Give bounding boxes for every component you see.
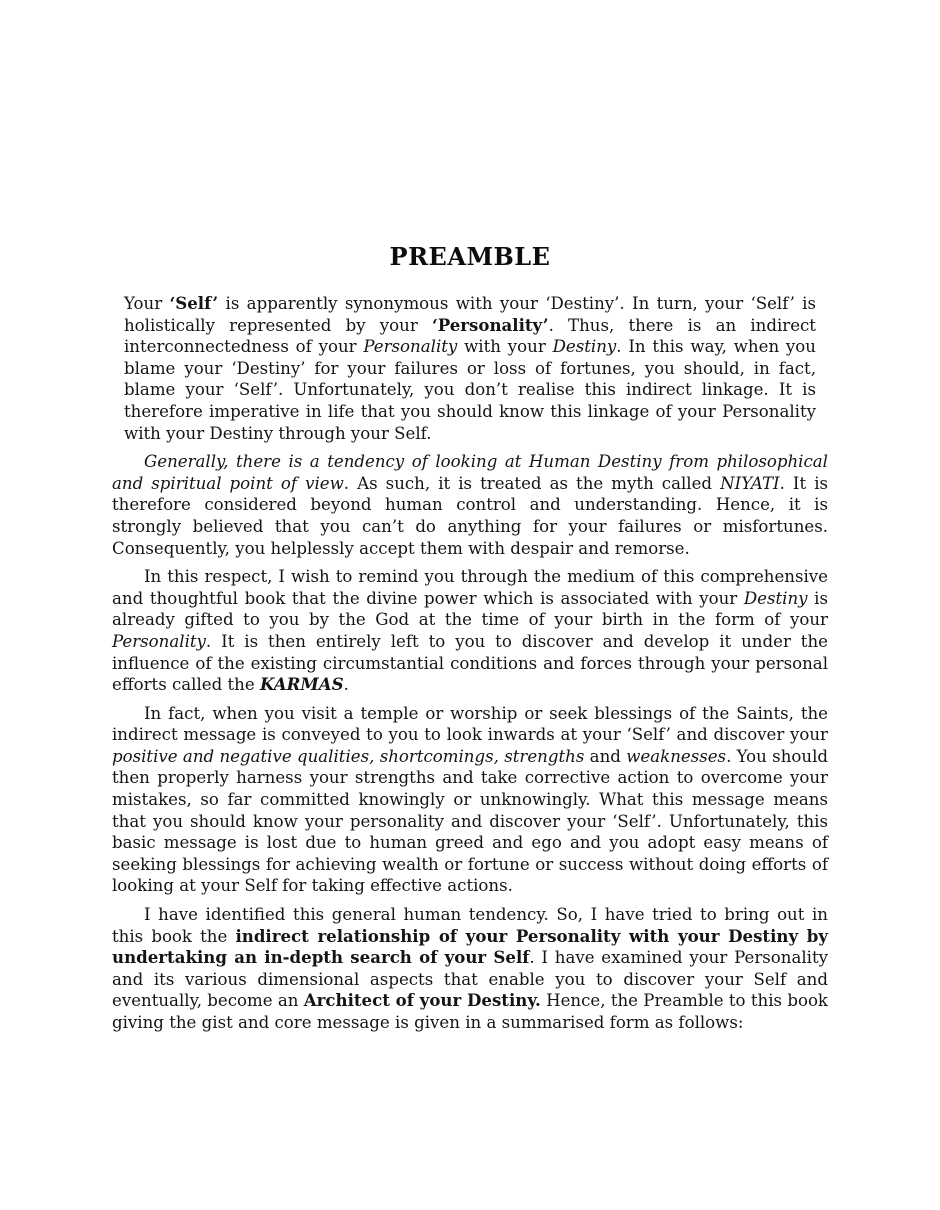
text-segment: . It is therefore considered beyond human control and understanding. Hence, it is strongly believed that you can’t do anything for your failures or misfortunes. Consequently, you helplessly accept them with despair and remorse. <box>112 473 829 558</box>
text-segment: . As such, it is treated as the myth called <box>343 473 721 493</box>
text-segment: Personality <box>112 631 206 651</box>
text-segment: Your <box>124 294 170 313</box>
paragraph <box>112 451 828 559</box>
text-segment: NIYATI <box>720 473 780 493</box>
text-segment: . It is then entirely left to you to discover and develop it under the influence of the existing circumstantial conditions and forces through your personal efforts called the <box>112 631 828 695</box>
page-body <box>112 293 828 1034</box>
text-segment: indirect relationship of your Personality with your Destiny by undertaking an in-depth search of your Self <box>112 925 828 968</box>
text-segment: with your <box>457 337 553 357</box>
text-segment: ‘Self’ <box>169 293 219 313</box>
text-segment: I have identified this general human tendency. So, I have tried to bring out in this book the <box>112 905 828 946</box>
text-segment: weaknesses <box>626 746 727 766</box>
paragraph <box>112 293 828 444</box>
page-title: PREAMBLE <box>389 242 551 271</box>
text-segment: In fact, when you visit a temple or worship or seek blessings of the Saints, the indirect message is conveyed to you to look inwards at your ‘Self’ and discover your <box>112 703 828 745</box>
paragraph <box>112 703 828 897</box>
paragraph <box>112 566 828 696</box>
text-segment: Hence, the Preamble to this book giving the gist and core message is given in a summarised form as follows: <box>112 991 828 1032</box>
text-segment: . You should then properly harness your strengths and take corrective action to overcome your mistakes, so far committed knowingly or unknowingly. What this message means that you should know your personality and discover your ‘Self’. Unfortunately, this basic message is lost due to human greed and ego and you adopt easy means of seeking blessings for achieving wealth or fortune or success without doing efforts of looking at your Self for taking effective actions. <box>112 746 828 896</box>
text-segment: ‘Personality’ <box>431 314 549 335</box>
text-segment: is already gifted to you by the God at the time of your birth in the form of your <box>112 588 828 630</box>
text-segment: Destiny <box>552 337 617 357</box>
text-segment: Destiny <box>743 588 808 608</box>
paragraph <box>112 904 828 1034</box>
text-segment: is apparently synonymous with your ‘Destiny’. In turn, your ‘Self’ is holistically represented by your <box>124 294 817 335</box>
text-segment: positive and negative qualities, shortcomings, strengths <box>112 746 585 766</box>
text-segment: Architect of your Destiny. <box>303 990 541 1011</box>
text-segment: In this respect, I wish to remind you through the medium of this comprehensive and thoughtful book that the divine power which is associated with your <box>112 567 828 608</box>
text-segment: . <box>343 675 349 695</box>
text-segment: . Thus, there is an indirect interconnectedness of your <box>124 315 816 357</box>
text-segment: and <box>584 746 627 766</box>
page-content <box>112 242 828 1041</box>
text-segment: Personality <box>363 337 458 357</box>
text-segment: . In this way, when you blame your ‘Destiny’ for your failures or loss of fortunes, you should, in fact, blame your ‘Self’. Unfortunately, you don’t realise this indirect linkage. It is therefore imperative in life that you should know this linkage of your Personality with your Destiny through your Self. <box>124 337 816 443</box>
text-segment: Generally, there is a tendency of looking at Human Destiny from philosophical and spiritual point of view <box>112 452 828 493</box>
text-segment: . I have examined your Personality and its various dimensional aspects that enable you to discover your Self and eventually, become an <box>112 948 828 1011</box>
text-segment: KARMAS <box>259 674 344 695</box>
